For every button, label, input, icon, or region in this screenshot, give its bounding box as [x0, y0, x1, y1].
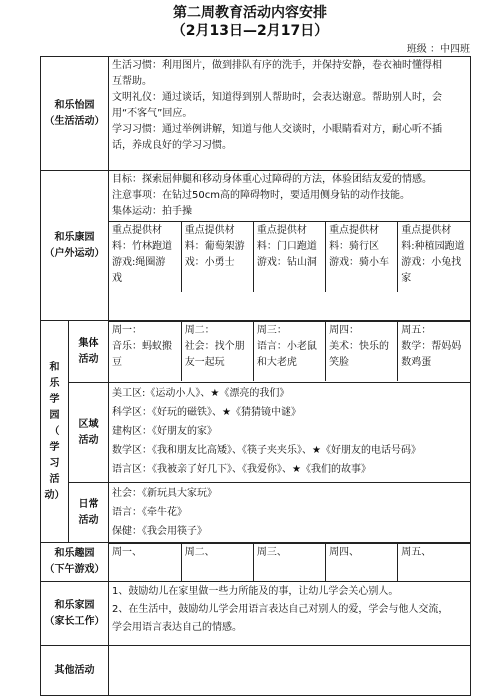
- life-row: [41, 57, 471, 171]
- daily-activity-content: [109, 483, 471, 543]
- group-activity-content: [109, 321, 471, 383]
- other-section-label: 其他活动: [41, 646, 109, 696]
- date-range: （2月13日—2月17日）: [171, 23, 329, 39]
- group-activity-label: 集体 活动: [69, 321, 109, 383]
- games-day-cell: 周三、: [253, 544, 325, 582]
- life-line: 用“不客气”回应。: [112, 108, 193, 119]
- family-line: 学会用语言表达自己的情感。: [112, 622, 242, 633]
- daily-activity-label: 日常 活动: [69, 483, 109, 543]
- games-row: [41, 543, 471, 582]
- study-section-label: 和 乐 学 园 （ 学 习 活 动）: [41, 321, 69, 543]
- games-day-cell: 周四、: [326, 544, 398, 582]
- outdoor-stations: [109, 221, 470, 292]
- page-title: 第二周教育活动内容安排: [173, 5, 327, 21]
- other-content: [109, 646, 471, 696]
- area-activity-content: [109, 383, 471, 483]
- games-day-cell: 周五、: [398, 544, 470, 582]
- group-day-cell: 周二： 社会：找个朋 友一起玩: [181, 322, 253, 382]
- group-day-cell: 周一： 音乐：蚂蚁搬 豆: [109, 322, 181, 382]
- area-activity-label: 区域 活动: [69, 383, 109, 483]
- station-cell: 重点提供材 料：葡萄架游 戏：小勇士: [181, 222, 253, 292]
- schedule-table: [40, 56, 471, 696]
- station-cell: 重点提供材 料：门口跑道 游戏：钻山洞: [253, 222, 325, 292]
- station-cell: 重点提供材 料：骑行区 游戏：骑小车: [326, 222, 398, 292]
- life-line: 互帮助。: [112, 76, 152, 87]
- group-day-cell: 周四： 美术：快乐的 笑脸: [326, 322, 398, 382]
- life-content: [109, 57, 471, 171]
- family-line: 2、在生活中，鼓励幼儿学会用语言表达自己对别人的爱，学会与他人交流，: [112, 604, 449, 615]
- study-area-row: [41, 383, 471, 483]
- life-line: 生活习惯：利用图片，做到排队有序的洗手，并保持安静，卷衣袖时懂得相: [112, 60, 442, 71]
- outdoor-note: 注意事项：在钻过50cm高的障碍物时，要适用侧身钻的动作技能。: [112, 190, 410, 201]
- life-line: 学习习惯：通过举例讲解，知道与他人交谈时，小眼睛看对方，耐心听不插: [112, 124, 442, 135]
- life-line: 话，养成良好的学习习惯。: [112, 140, 232, 151]
- outdoor-section-label: 和乐康园 （户外运动）: [41, 171, 109, 321]
- area-line: 建构区：《好朋友的家》: [112, 426, 217, 437]
- outdoor-group-exercise: 集体运动：拍手操: [112, 206, 192, 217]
- life-line: 文明礼仪：通过谈话，知道得到别人帮助时，会表达谢意。帮助别人时，会: [112, 92, 442, 103]
- daily-line: 语言：《牵牛花》: [112, 507, 187, 518]
- games-content: [109, 543, 471, 582]
- class-label: 班级 ：中四班: [406, 44, 470, 55]
- study-daily-row: [41, 483, 471, 543]
- daily-line: 社会：《新玩具大家玩》: [112, 488, 217, 499]
- other-row: [41, 646, 471, 696]
- life-section-label: 和乐怡园 （生活活动）: [41, 57, 109, 171]
- group-day-cell: 周三： 语言：小老鼠 和大老虎: [253, 322, 325, 382]
- area-line: 数学区：《我和朋友比高矮》、《筷子夹夹乐》、★《好朋友的电话号码》: [112, 445, 421, 456]
- outdoor-row: [41, 171, 471, 321]
- station-cell: 重点提供材 料:种植园跑道 游戏：小兔找 家: [398, 222, 470, 292]
- station-cell: 重点提供材 料：竹林跑道 游戏:绳圈游 戏: [109, 222, 181, 292]
- area-line: 科学区：《好玩的磁铁》、★《猜猜镜中谜》: [112, 407, 301, 418]
- group-day-cell: 周五： 数学：帮妈妈 数鸡蛋: [398, 322, 470, 382]
- games-day-cell: 周一、: [109, 544, 181, 582]
- study-group-row: [41, 321, 471, 383]
- games-section-label: 和乐趣园 （下午游戏）: [41, 543, 109, 582]
- area-line: 语言区：《我被亲了好几下》、《我爱你》、★《我们的故事》: [112, 464, 371, 475]
- family-row: [41, 582, 471, 646]
- family-section-label: 和乐家园 （家长工作）: [41, 582, 109, 646]
- family-line: 1、鼓励幼儿在家里做一些力所能及的事，让幼儿学会关心别人。: [112, 586, 399, 597]
- outdoor-goal: 目标：探索屈伸腿和移动身体重心过障碍的方法，体验团结友爱的情感。: [112, 174, 432, 185]
- daily-line: 保健：《我会用筷子》: [112, 526, 207, 537]
- family-content: [109, 582, 471, 646]
- area-line: 美工区:《运动小人》、★《漂亮的我们》: [112, 388, 290, 399]
- outdoor-content: [109, 171, 471, 321]
- games-day-cell: 周二、: [181, 544, 253, 582]
